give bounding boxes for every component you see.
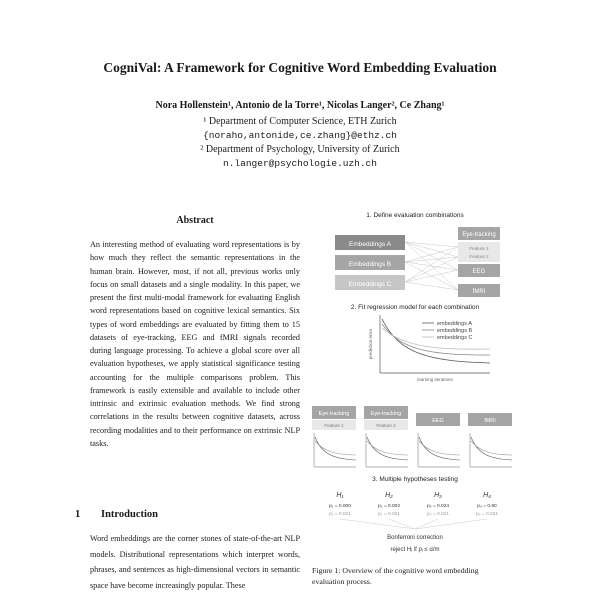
- connector-4: [415, 519, 487, 529]
- correction-label: Bonferroni correction: [387, 535, 443, 541]
- panel-feature-1: Feature 1: [324, 423, 344, 428]
- panel-label-3: EEG: [432, 418, 444, 424]
- figure-step2-label: 2. Fit regression model for each combination: [350, 304, 480, 311]
- feature-label-1: Feature 1: [469, 246, 489, 251]
- embedding-label-a: Embeddings A: [349, 241, 391, 248]
- hypothesis-3: H₃: [434, 492, 442, 499]
- email-2: n.langer@psychologie.uzh.ch: [223, 158, 377, 169]
- hypothesis-1-p-corrected: p₁ = 0.021: [329, 512, 351, 517]
- embedding-label-b: Embeddings B: [348, 261, 392, 268]
- hypothesis-1-p: p₁ = 0.000: [329, 504, 351, 509]
- figure-1: [310, 205, 520, 560]
- regression-x-label: learning iterations: [417, 377, 453, 382]
- panel-feature-2: Feature 2: [376, 423, 396, 428]
- hypothesis-4-p-corrected: p₄ = 0.021: [475, 512, 499, 517]
- eyetracking-label: Eye-tracking: [462, 232, 496, 238]
- abstract-heading: Abstract: [176, 215, 214, 226]
- email-1: {noraho,antonide,ce.zhang}@ethz.ch: [203, 130, 397, 141]
- figure-step1-label: 1. Define evaluation combinations: [366, 212, 464, 219]
- legend-label-a: embeddings A: [437, 321, 472, 327]
- affiliation-2: ² Department of Psychology, University of Zurich: [200, 144, 400, 155]
- hypothesis-4: H₄: [483, 492, 491, 499]
- feature-box: [458, 242, 500, 262]
- figure-caption: Figure 1: Overview of the cognitive word embedding evaluation process.: [312, 566, 479, 586]
- section-title: Introduction: [101, 509, 158, 520]
- panel-label-2: Eye-tracking: [370, 411, 402, 417]
- feature-label-2: Feature 2: [469, 254, 489, 259]
- panel-label-1: Eye-tracking: [318, 411, 350, 417]
- figure-step3-label: 3. Multiple hypotheses testing: [372, 476, 458, 483]
- eeg-label: EEG: [472, 269, 486, 275]
- hypothesis-3-p: p₃ = 0.024: [426, 504, 450, 509]
- hypothesis-3-p-corrected: p₃ = 0.021: [426, 512, 450, 517]
- hypothesis-1: H₁: [336, 492, 344, 499]
- connector-1: [340, 519, 415, 529]
- combination-lines: [405, 242, 458, 290]
- reject-rule: reject Hᵢ if pᵢ ≤ α/m: [390, 547, 440, 553]
- fmri-label: fMRI: [472, 289, 486, 295]
- curve-embeddings-a: [382, 319, 490, 363]
- legend-label-c: embeddings C: [437, 335, 473, 341]
- curve-embeddings-c: [382, 328, 490, 349]
- introduction-text: Word embeddings are the corner stones of state-of-the-art NLP models. Distributional representations which interpret words, phrases, and sentences as high-dimensional vectors in semantic space have become increasingly popular. These: [90, 534, 300, 590]
- panel-1: [312, 406, 356, 467]
- regression-y-label: prediction error: [368, 328, 373, 360]
- abstract-text: An interesting method of evaluating word representations is by how much they reflect the semantic representations in the human brain. However, most, if not all, previous works only focus on small datasets and a single modality. In this paper, we present the first multi-modal framework for evaluating English word representations based on cognitive lexical semantics. Six types of word embeddings are evaluated by fitting them to 15 datasets of eye-tracking, EEG and fMRI signals recorded during language processing. To achieve a global score over all evaluation hypotheses, we apply statistical significance testing accounting for the multiple comparisons problem. This framework is easily extensible and available to include other intrinsic and extrinsic evaluation methods. We find strong correlations in the results between cognitive datasets, across recording modalities and to their performance on extrinsic NLP tasks.: [90, 240, 300, 448]
- hypothesis-2-p-corrected: p₂ = 0.021: [377, 512, 401, 517]
- panel-3: [416, 413, 460, 467]
- abstract-body: [90, 238, 300, 450]
- author-list: Nora Hollenstein¹, Antonio de la Torre¹, Nicolas Langer², Ce Zhang¹: [155, 100, 445, 111]
- section-number: 1: [75, 509, 81, 520]
- hypothesis-2-p: p₂ = 0.002: [377, 504, 401, 509]
- panel-label-4: fMRI: [484, 418, 496, 424]
- embedding-label-c: Embeddings C: [348, 281, 392, 288]
- panel-4: [468, 413, 512, 467]
- paper-title: CogniVal: A Framework for Cognitive Word Embedding Evaluation: [103, 60, 497, 75]
- panel-2: [364, 406, 408, 467]
- introduction-body: [90, 531, 300, 593]
- hypothesis-4-p: p₄ = 0.90: [477, 504, 497, 509]
- legend-label-b: embeddings B: [437, 328, 473, 334]
- curve-embeddings-b: [382, 324, 490, 355]
- affiliation-1: ¹ Department of Computer Science, ETH Zurich: [203, 116, 397, 127]
- hypothesis-2: H₂: [385, 492, 393, 499]
- section-heading-introduction: [75, 509, 158, 520]
